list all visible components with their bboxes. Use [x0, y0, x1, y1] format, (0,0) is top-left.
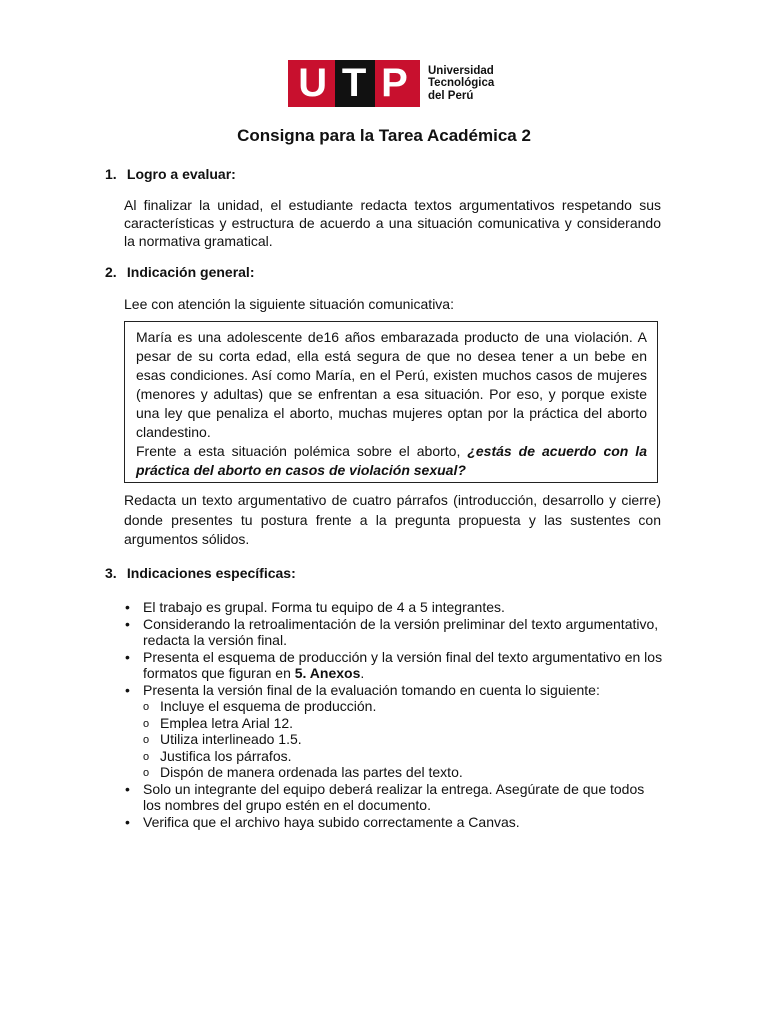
- list-item-text: Presenta el esquema de producción y la versión final del texto argumentativo en los formatos que figuran en: [143, 648, 663, 681]
- section-heading-text: Indicaciones específicas:: [126, 565, 296, 581]
- document-title: Consigna para la Tarea Académica 2: [237, 126, 531, 145]
- list-item: • Considerando la retroalimentación de la versión preliminar del texto argumentativo, redacta la versión final.: [124, 616, 664, 649]
- utp-logo: [288, 60, 494, 107]
- sub-list: [143, 698, 664, 781]
- list-item: • Verifica que el archivo haya subido correctamente a Canvas.: [124, 814, 664, 831]
- section-3-heading: [105, 565, 296, 581]
- list-item: [124, 649, 664, 682]
- specific-instructions-list: [124, 599, 664, 830]
- logo-name-line: Tecnológica: [428, 77, 495, 90]
- list-item-text: .: [360, 665, 365, 681]
- situation-lead: Frente a esta situación polémica sobre el aborto,: [136, 443, 468, 459]
- list-item-text: • Presenta la versión final de la evaluación tomando en cuenta lo siguiente:: [143, 681, 600, 698]
- logo-letter-t: T: [335, 60, 375, 107]
- section-1-heading: [105, 166, 236, 182]
- section-2-heading: [105, 264, 254, 280]
- logo-letter-u: U: [298, 61, 330, 105]
- anexos-reference: 5. Anexos: [294, 665, 361, 681]
- situation-text: María es una adolescente de16 años embarazada producto de una violación. A pesar de su corta edad, ella está segura de que no desea tener a un bebe en esas condiciones. Así como María, en el Perú, existen muchos casos de mujeres (menores y adultas) que se enfrentan a esa situación. Por eso, y porque existe una ley que penaliza el aborto, muchas mujeres optan por la práctica del aborto clandestino.: [136, 329, 647, 440]
- utp-logo-mark: [288, 60, 420, 107]
- sub-list-item: o Utiliza interlineado 1.5.: [143, 731, 664, 748]
- section-number: 1.: [105, 166, 117, 182]
- list-item: [124, 682, 664, 781]
- sub-list-item: o Emplea letra Arial 12.: [143, 715, 664, 732]
- situation-question: ¿estás de acuerdo con la práctica del aborto en casos de violación sexual?: [136, 443, 647, 478]
- logo-letter-p: P: [381, 61, 410, 105]
- section-number: 2.: [105, 264, 117, 280]
- section-heading-text: Indicación general:: [126, 264, 255, 280]
- list-item: • El trabajo es grupal. Forma tu equipo de 4 a 5 integrantes.: [124, 599, 664, 616]
- situation-box: [124, 321, 658, 483]
- sub-list-item: o Incluye el esquema de producción.: [143, 698, 664, 715]
- situation-question-line: [136, 442, 647, 480]
- list-item: • Solo un integrante del equipo deberá realizar la entrega. Asegúrate de que todos los nombres del grupo estén en el documento.: [124, 781, 664, 814]
- sub-list-item: o Dispón de manera ordenada las partes del texto.: [143, 764, 664, 781]
- logo-name-line: del Perú: [428, 89, 474, 102]
- indicacion-intro: Lee con atención la siguiente situación comunicativa:: [124, 296, 454, 312]
- task-instruction-paragraph: Redacta un texto argumentativo de cuatro párrafos (introducción, desarrollo y cierre) donde presentes tu postura frente a la pregunta propuesta y las sustentes con argumentos sólidos.: [124, 492, 661, 547]
- section-number: 3.: [105, 565, 117, 581]
- logro-paragraph: Al finalizar la unidad, el estudiante redacta textos argumentativos respetando sus características y estructura de acuerdo a una situación comunicativa y considerando la normativa gramatical.: [124, 197, 661, 249]
- sub-list-item: o Justifica los párrafos.: [143, 748, 664, 765]
- logo-name-line: Universidad: [428, 64, 494, 77]
- section-heading-text: Logro a evaluar:: [126, 166, 236, 182]
- logo-institution-name: [428, 65, 494, 103]
